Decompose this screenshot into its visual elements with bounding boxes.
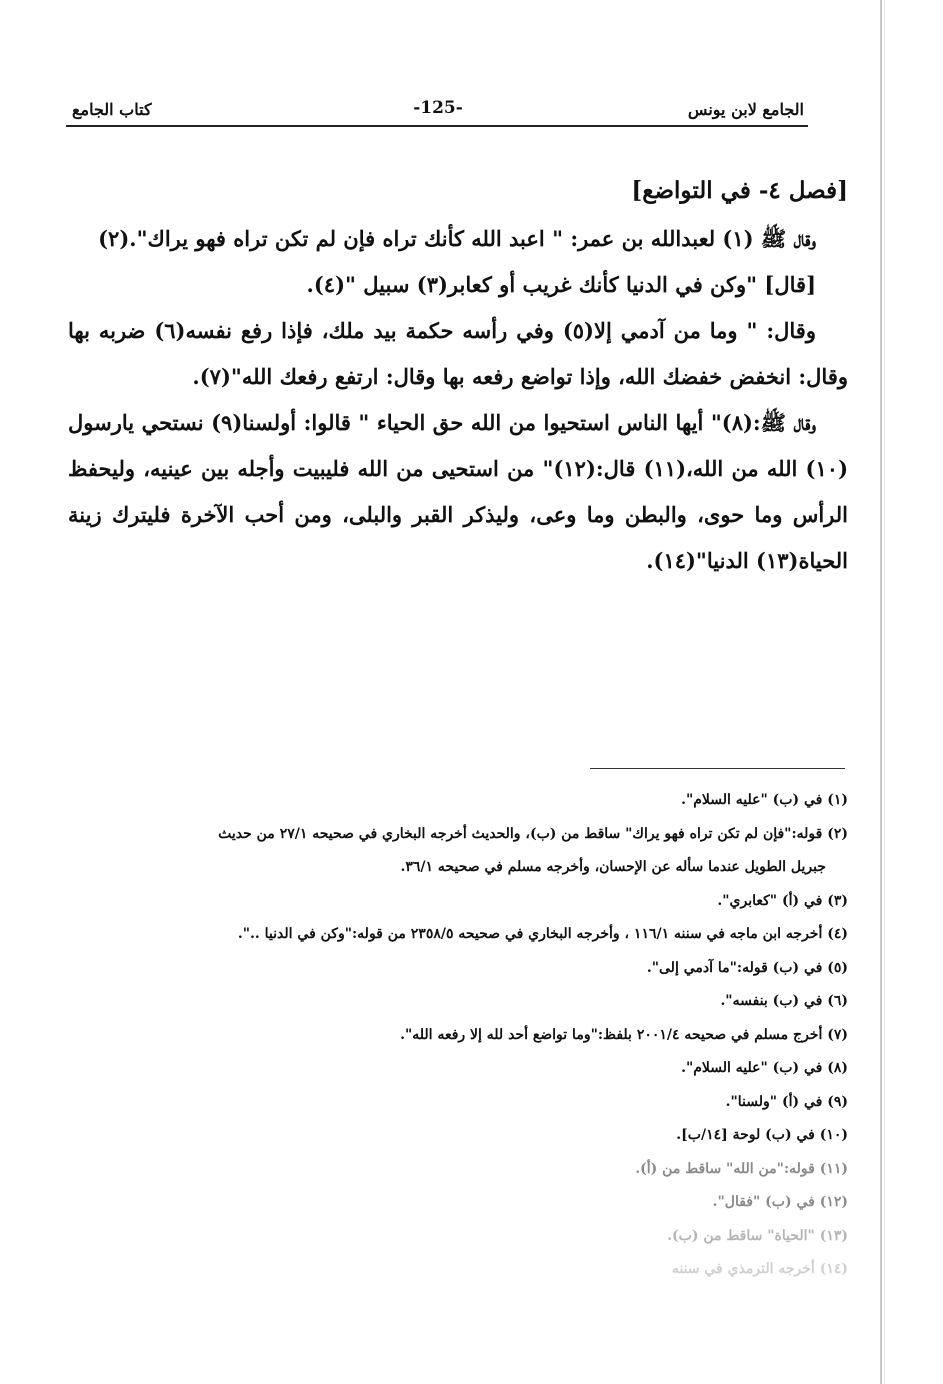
paragraph-1: وقال ﷺ (١) لعبدالله بن عمر: " اعبد الله كأنك تراه فإن لم تكن تراه فهو يراك".(٢) [98, 226, 816, 251]
footnote-4: (٤) أخرجه ابن ماجه في سننه ١١٦/١ ، وأخرجه البخاري في صحيحه ٢٣٥٨/٥ من قوله:"وكن في الدنيا ..". [237, 926, 848, 942]
footnote-5: (٥) في (ب) قوله:"ما آدمي إلى". [646, 959, 848, 976]
page-edge [880, 0, 882, 1384]
page-number: -125- [413, 98, 463, 118]
footnote-9: (٩) في (أ) "ولسنا". [725, 1093, 848, 1110]
footnote-3: (٣) في (أ) "كعابري". [717, 892, 848, 909]
footnote-10: (١٠) في (ب) لوحة [١٤/ب]. [676, 1127, 848, 1143]
paragraph-2: [قال] "وكن في الدنيا كأنك غريب أو كعابر(٣) سبيل "(٤). [306, 272, 816, 297]
footnote-11: (١١) قوله:"من الله" ساقط من (أ). [635, 1160, 848, 1177]
running-header [70, 96, 806, 126]
footnote-2: (٢) قوله:"فإن لم تكن تراه فهو يراك" ساقط من (ب)، والحديث أخرجه البخاري في صحيحه ٢٧/١ من حديث [218, 825, 848, 842]
book-title: الجامع لابن يونس [687, 100, 804, 119]
footnote-8: (٨) في (ب) "عليه السلام". [681, 1060, 848, 1076]
footnote-13: (١٣) "الحياة" ساقط من (ب). [667, 1227, 848, 1244]
header-rule [66, 125, 808, 127]
paragraph-4: وقال ﷺ:(٨)" أيها الناس استحيوا من الله حق الحياء " قالوا: أولسنا(٩) نستحي يارسول (١٠) الله من الله،(١١) قال:(١٢)" من استحيى من الله فليبيت وأجله بين عينيه، وليحفظ الرأس وما حوى، والبطن وما وعى، وليذكر القبر والبلى، ومن أحب الآخرة فليترك زينة الحياة(١٣) الدنيا"(١٤). [68, 410, 848, 573]
footnote-1: (١) في (ب) "عليه السلام". [681, 792, 848, 808]
footnote-rule [590, 768, 845, 769]
footnote-7: (٧) أخرج مسلم في صحيحه ٢٠٠١/٤ بلفظ:"وما تواضع أحد لله إلا رفعه الله". [400, 1026, 848, 1043]
page-edge-shadow [884, 0, 885, 1384]
paragraph-3: وقال: " وما من آدمي إلا(٥) وفي رأسه حكمة بيد ملك، فإذا رفع نفسه(٦) ضربه بها وقال: انخفض خفضك الله، وإذا تواضع رفعه بها وقال: ارتفع رفعك الله"(٧). [68, 318, 848, 389]
chapter-title: كتاب الجامع [72, 100, 152, 119]
footnote-6: (٦) في (ب) بنفسه". [720, 993, 848, 1009]
footnotes [70, 784, 848, 1287]
footnote-2-continued: جبريل الطويل عندما سأله عن الإحسان، وأخرجه مسلم في صحيحه ٣٦/١. [400, 859, 826, 875]
footnote-14: (١٤) أخرجه الترمذي في سننه [671, 1261, 848, 1277]
section-title: [فصل ٤- في التواضع] [631, 177, 848, 204]
footnote-12: (١٢) في (ب) "فقال". [712, 1194, 848, 1210]
main-text [68, 168, 848, 584]
